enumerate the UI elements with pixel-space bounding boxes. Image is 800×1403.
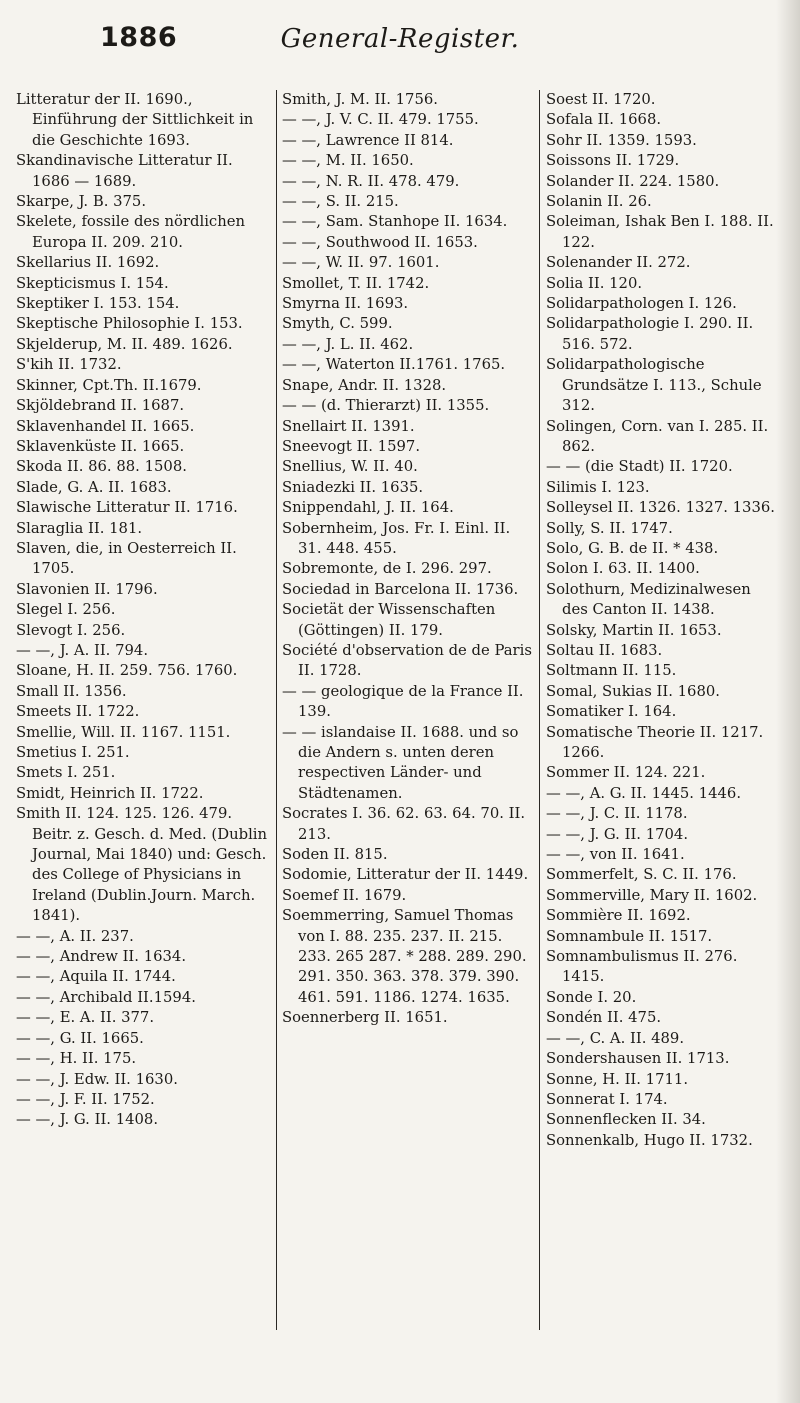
index-entry: Soest II. 1720. [546,91,656,108]
index-entry: Sloane, H. II. 259. 756. 1760. [16,662,238,680]
index-entry: — — geologique de la France II. 139. [282,682,524,721]
index-column-2 [282,90,536,1029]
index-entry: Sondén II. 475. [546,1009,662,1027]
index-entry: Smidt, Heinrich II. 1722. [16,784,204,802]
index-entry: Sohr II. 1359. 1593. [546,131,697,149]
index-entry: Slade, G. A. II. 1683. [16,478,172,496]
index-entry: Smetius I. 251. [16,744,130,761]
index-entry: — —, E. A. II. 377. [16,1009,155,1027]
index-entry: Somal, Sukias II. 1680. [546,682,720,700]
index-entry: Smyrna II. 1693. [282,295,409,313]
index-entry: Société d'observation de de Paris II. 1728. [282,641,532,680]
index-entry: Skoda II. 86. 88. 1508. [16,458,187,476]
index-entry: Skjöldebrand II. 1687. [16,397,185,415]
index-entry: Smith, J. M. II. 1756. [282,91,438,108]
index-entry: Skarpe, J. B. 375. [16,193,147,211]
index-entry: — —, J. V. C. II. 479. 1755. [282,111,479,129]
index-entry: Snippendahl, J. II. 164. [282,499,454,517]
index-entry: Sneevogt II. 1597. [282,437,421,455]
index-entry: — —, W. II. 97. 1601. [282,254,440,272]
index-entry: — —, A. G. II. 1445. 1446. [546,784,742,802]
index-entry: — —, Archibald II.1594. [16,988,196,1006]
index-entry: Slaven, die, in Oesterreich II. 1705. [16,539,237,578]
index-entry: Sobernheim, Jos. Fr. I. Einl. II. 31. 448. 455. [282,519,511,557]
page-edge-shadow [776,0,800,1403]
index-entry: Skepticismus I. 154. [16,274,169,292]
index-entry: S'kih II. 1732. [16,356,122,374]
index-entry: Skellarius II. 1692. [16,254,160,272]
index-column-1 [16,90,272,1131]
index-entry: Solon I. 63. II. 1400. [546,560,700,578]
index-entry: Skeptiker I. 153. 154. [16,295,180,313]
column-divider [539,90,540,1330]
index-entry: Snellius, W. II. 40. [282,458,418,476]
index-entry: Soltau II. 1683. [546,641,663,659]
index-entry: Solingen, Corn. van I. 285. II. 862. [546,417,769,455]
index-entry: Solidarpathologen I. 126. [546,295,737,313]
index-column-3 [546,90,776,1151]
index-entry: — —, C. A. II. 489. [546,1029,685,1047]
page-header [0,22,800,62]
index-entry: — —, M. II. 1650. [282,152,414,170]
index-entry: Sommer II. 124. 221. [546,764,706,782]
index-entry: Sociedad in Barcelona II. 1736. [282,580,519,598]
index-entry: Slegel I. 256. [16,601,116,619]
index-entry: Sonnenkalb, Hugo II. 1732. [546,1131,753,1149]
index-entry: — —, Southwood II. 1653. [282,233,478,251]
index-entry: — — (d. Thierarzt) II. 1355. [282,397,490,415]
index-entry: — —, J. G. II. 1408. [16,1111,159,1129]
index-entry: Slavonien II. 1796. [16,580,158,598]
index-entry: Solothurn, Medizinalwesen des Canton II. 1438. [546,580,751,619]
column-divider [276,90,277,1330]
index-entry: Solly, S. II. 1747. [546,519,673,537]
index-entry: — —, J. C. II. 1178. [546,805,688,823]
index-entry: — —, N. R. II. 478. 479. [282,172,460,190]
index-entry: — —, J. F. II. 1752. [16,1090,155,1108]
index-entry: Somnambule II. 1517. [546,927,713,945]
index-entry: — —, H. II. 175. [16,1050,137,1068]
index-entry: — —, Aquila II. 1744. [16,968,176,986]
index-entry: — —, J. A. II. 794. [16,641,149,659]
index-entry: — — islandaise II. 1688. und so die Andern s. unten deren respectiven Länder- und Städtenamen. [282,723,519,802]
index-entry: Sommière II. 1692. [546,907,691,925]
index-entry: Solanin II. 26. [546,193,652,211]
index-entry: Sklavenküste II. 1665. [16,437,185,455]
index-entry: Smets I. 251. [16,764,116,782]
index-entry: Sklavenhandel II. 1665. [16,417,195,435]
index-entry: Skjelderup, M. II. 489. 1626. [16,335,233,353]
index-entry: Skinner, Cpt.Th. II.1679. [16,376,202,394]
index-entry: Sondershausen II. 1713. [546,1050,730,1068]
index-entry: Sonnenflecken II. 34. [546,1111,706,1129]
index-entry: Small II. 1356. [16,682,127,700]
index-entry: — —, J. L. II. 462. [282,335,414,353]
index-entry: — —, Andrew II. 1634. [16,948,187,966]
index-entry: Solo, G. B. de II. * 438. [546,539,719,557]
index-entry: Socrates I. 36. 62. 63. 64. 70. II. 213. [282,805,526,843]
index-entry: Solsky, Martin II. 1653. [546,621,722,639]
index-entry: Soltmann II. 115. [546,662,677,680]
index-entry: Soden II. 815. [282,846,388,864]
index-entry: Smollet, T. II. 1742. [282,274,430,292]
index-entry: Sofala II. 1668. [546,111,662,129]
index-entry: Soissons II. 1729. [546,152,680,170]
index-entry: Sommerville, Mary II. 1602. [546,886,758,904]
index-entry: Solidarpathologische Grundsätze I. 113., Schule 312. [546,356,762,415]
index-entry: Soemef II. 1679. [282,886,407,904]
index-entry: — —, Waterton II.1761. 1765. [282,356,506,374]
index-entry: Snape, Andr. II. 1328. [282,376,447,394]
index-entry: Solidarpathologie I. 290. II. 516. 572. [546,315,754,353]
index-entry: — —, Lawrence II 814. [282,131,454,149]
index-entry: Litteratur der II. 1690., Einführung der Sittlichkeit in die Geschichte 1693. [16,91,254,149]
index-entry: — —, S. II. 215. [282,193,399,211]
index-entry: Solander II. 224. 1580. [546,172,720,190]
index-entry: Solleysel II. 1326. 1327. 1336. [546,499,775,517]
index-entry: — —, G. II. 1665. [16,1029,144,1047]
index-entry: Snellairt II. 1391. [282,417,415,435]
index-entry: — —, A. II. 237. [16,927,134,945]
index-entry: — —, J. G. II. 1704. [546,825,689,843]
page-number: 1886 [100,22,178,53]
index-entry: Somatiker I. 164. [546,703,677,721]
index-entry: Skandinavische Litteratur II. 1686 — 1689. [16,152,233,190]
index-entry: Sodomie, Litteratur der II. 1449. [282,866,529,884]
index-entry: Solenander II. 272. [546,254,691,272]
index-entry: Somnambulismus II. 276. 1415. [546,948,738,986]
index-entry: Soemmerring, Samuel Thomas von I. 88. 235. 237. II. 215. 233. 265 287. * 288. 289. 290. 291. 350. 363. 378. 379. 390. 461. 591. 1186. 1274. 1635. [282,907,527,1006]
index-entry: Soennerberg II. 1651. [282,1009,448,1027]
index-entry: Silimis I. 123. [546,478,650,496]
index-entry: Sniadezki II. 1635. [282,478,424,496]
index-entry: Skeptische Philosophie I. 153. [16,315,243,333]
index-entry: Soleiman, Ishak Ben I. 188. II. 122. [546,213,774,251]
index-entry: Smellie, Will. II. 1167. 1151. [16,723,231,741]
index-entry: Sonde I. 20. [546,988,637,1006]
index-entry: Smyth, C. 599. [282,315,393,333]
index-entry: Smeets II. 1722. [16,703,140,721]
index-entry: Solia II. 120. [546,274,643,292]
index-entry: — —, Sam. Stanhope II. 1634. [282,213,508,231]
index-entry: Sonnerat I. 174. [546,1090,668,1108]
index-entry: Skelete, fossile des nördlichen Europa II. 209. 210. [16,213,246,251]
index-entry: Slaraglia II. 181. [16,519,143,537]
index-entry: — —, von II. 1641. [546,846,685,864]
index-entry: Slevogt I. 256. [16,621,126,639]
index-entry: Somatische Theorie II. 1217. 1266. [546,723,764,761]
index-entry: Societät der Wissenschaften (Göttingen) II. 179. [282,601,496,639]
index-entry: Sommerfelt, S. C. II. 176. [546,866,737,884]
index-entry: — —, J. Edw. II. 1630. [16,1070,178,1088]
index-entry: Sonne, H. II. 1711. [546,1070,689,1088]
index-entry: — — (die Stadt) II. 1720. [546,458,733,476]
index-entry: Smith II. 124. 125. 126. 479. Beitr. z. Gesch. d. Med. (Dublin Journal, Mai 1840) und: Gesch. des College of Physicians in Ireland (Dublin.Journ. March. 1841). [16,805,268,925]
running-title: General-Register. [280,24,520,54]
index-entry: Sobremonte, de I. 296. 297. [282,560,492,578]
index-entry: Slawische Litteratur II. 1716. [16,499,238,517]
